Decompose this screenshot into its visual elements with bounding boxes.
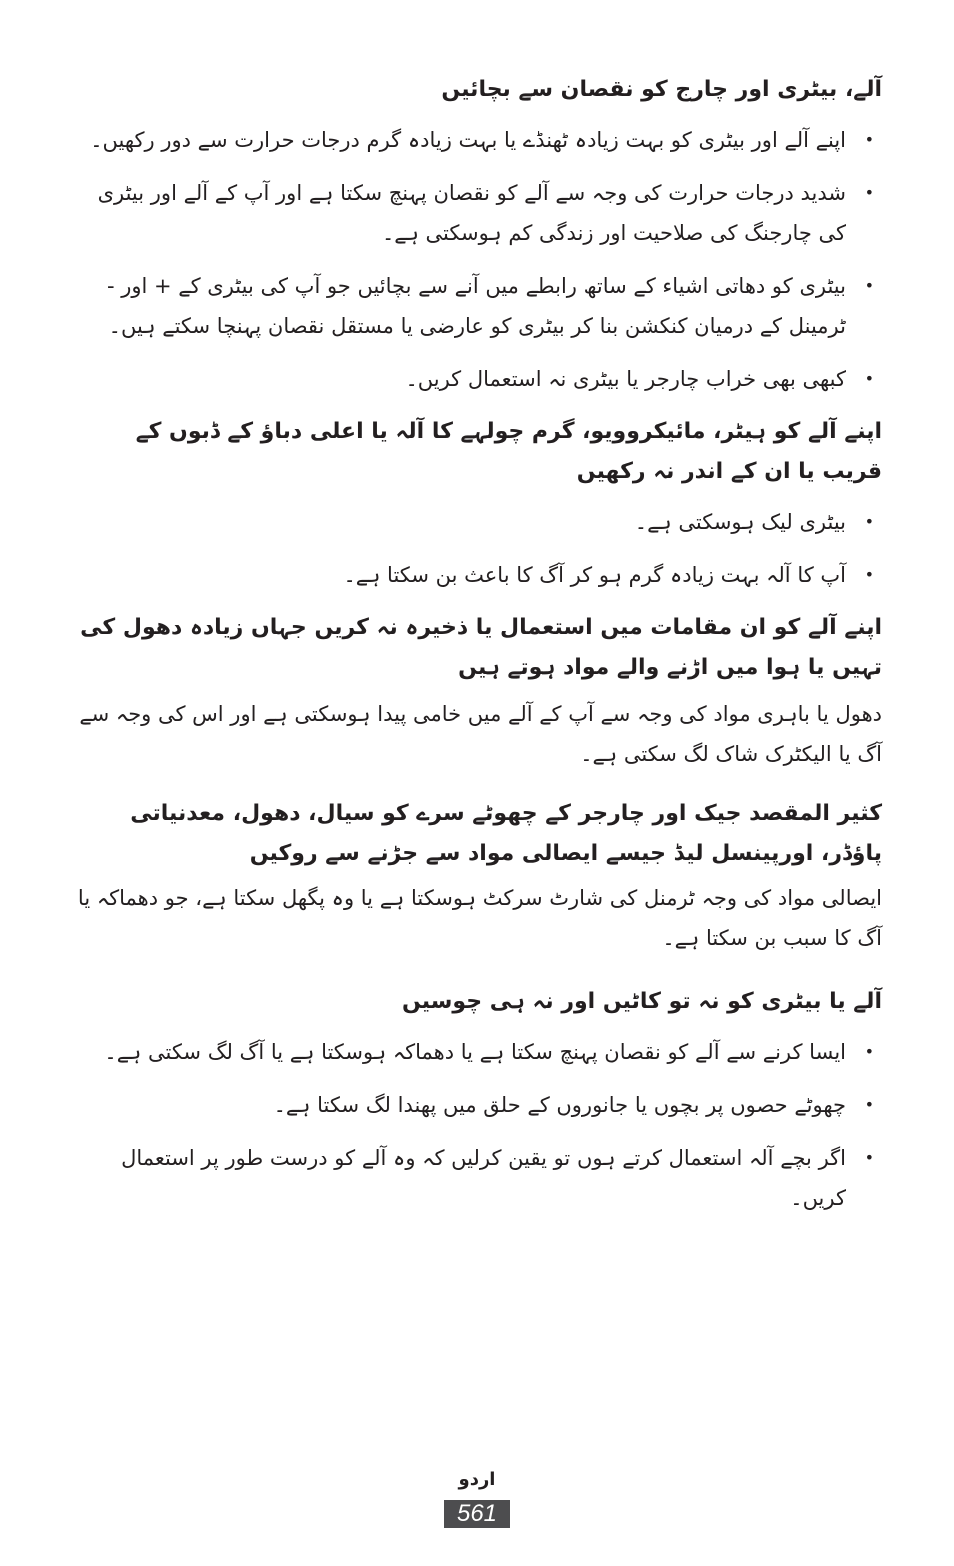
bullet-icon: • [864, 512, 874, 531]
list-item [76, 173, 882, 253]
list-item-text: ایسا کرنے سے آلے کو نقصان پہنچ سکتا ہے یا دھماکہ ہوسکتا ہے یا آگ لگ سکتی ہے۔ [104, 1040, 846, 1064]
list-item-text: آپ کا آلہ بہت زیادہ گرم ہو کر آگ کا باعث بن سکتا ہے۔ [343, 563, 846, 587]
list-item [76, 120, 882, 160]
bullet-list-protect-device [76, 120, 882, 399]
list-item-text: کبھی بھی خراب چارجر یا بیٹری نہ استعمال کریں۔ [405, 367, 846, 391]
bullet-list-bite-suck [76, 1032, 882, 1218]
list-item [76, 555, 882, 595]
list-item [76, 1138, 882, 1218]
list-item-text: بیٹری کو دھاتی اشیاء کے ساتھ رابطے میں آنے سے بچائیں جو آپ کی بیٹری کے + اور - ٹرمینل کے درمیان کنکشن بنا کر بیٹری کو عارضی یا مستقل نقصان پہنچا سکتے ہیں۔ [106, 274, 846, 338]
list-item [76, 1085, 882, 1125]
list-item [76, 359, 882, 399]
list-item [76, 1032, 882, 1072]
section-heading-bite-suck: آلے یا بیٹری کو نہ تو کاٹیں اور نہ ہی چوسیں [401, 989, 882, 1014]
section-paragraph-conductive-materials: ایصالی مواد کی وجہ ٹرمنل کی شارٹ سرکٹ ہوسکتا ہے یا وہ پگھل سکتا ہے، جو دھماکہ یا آگ کا سبب بن سکتا ہے۔ [77, 886, 882, 950]
list-item-text: بیٹری لیک ہوسکتی ہے۔ [634, 510, 846, 534]
bullet-icon: • [864, 1042, 874, 1061]
list-item [76, 266, 882, 346]
section-paragraph-dust: دھول یا باہری مواد کی وجہ سے آپ کے آلے میں خامی پیدا ہوسکتی ہے اور اس کی وجہ سے آگ یا الیکٹرک شاک لگ سکتی ہے۔ [79, 702, 882, 766]
bullet-icon: • [864, 565, 874, 584]
bullet-list-heat-sources [76, 502, 882, 595]
list-item [76, 502, 882, 542]
list-item-text: چھوٹے حصوں پر بچوں یا جانوروں کے حلق میں پھندا لگ سکتا ہے۔ [273, 1093, 846, 1117]
bullet-icon: • [864, 1095, 874, 1114]
bullet-icon: • [864, 130, 874, 149]
section-heading-conductive-materials: کثیر المقصد جیک اور چارجر کے چھوٹے سرے کو سیال، دھول، معدنیاتی پاؤڈر، اورپینسل لیڈ جیسے ایصالی مواد سے جڑنے سے روکیں [130, 801, 882, 866]
section-heading-heat-sources: اپنے آلے کو ہیٹر، مائیکروویو، گرم چولہے کا آلہ یا اعلی دباؤ کے ڈبوں کے قریب یا ان کے اندر نہ رکھیں [135, 419, 882, 484]
page-number-badge: 561 [444, 1500, 510, 1528]
list-item-text: شدید درجات حرارت کی وجہ سے آلے کو نقصان پہنچ سکتا ہے اور آپ کے آلے اور بیٹری کی چارجنگ کی صلاحیت اور زندگی کم ہوسکتی ہے۔ [97, 181, 846, 245]
section-heading-protect-device: آلے، بیٹری اور چارج کو نقصان سے بچائیں [441, 77, 882, 102]
bullet-icon: • [864, 1148, 874, 1167]
bullet-icon: • [864, 276, 874, 295]
bullet-icon: • [864, 183, 874, 202]
section-heading-dust: اپنے آلے کو ان مقامات میں استعمال یا ذخیرہ نہ کریں جہاں زیادہ دھول کی تہیں یا ہوا میں اڑنے والے مواد ہوتے ہیں [80, 615, 882, 680]
document-body [76, 70, 882, 1231]
page-footer [0, 1466, 954, 1528]
list-item-text: اگر بچے آلہ استعمال کرتے ہوں تو یقین کرلیں کہ وہ آلے کو درست طور پر استعمال کریں۔ [121, 1146, 846, 1210]
language-label: اردو [458, 1469, 496, 1490]
list-item-text: اپنے آلے اور بیٹری کو بہت زیادہ ٹھنڈے یا بہت زیادہ گرم درجات حرارت سے دور رکھیں۔ [90, 128, 846, 152]
bullet-icon: • [864, 369, 874, 388]
